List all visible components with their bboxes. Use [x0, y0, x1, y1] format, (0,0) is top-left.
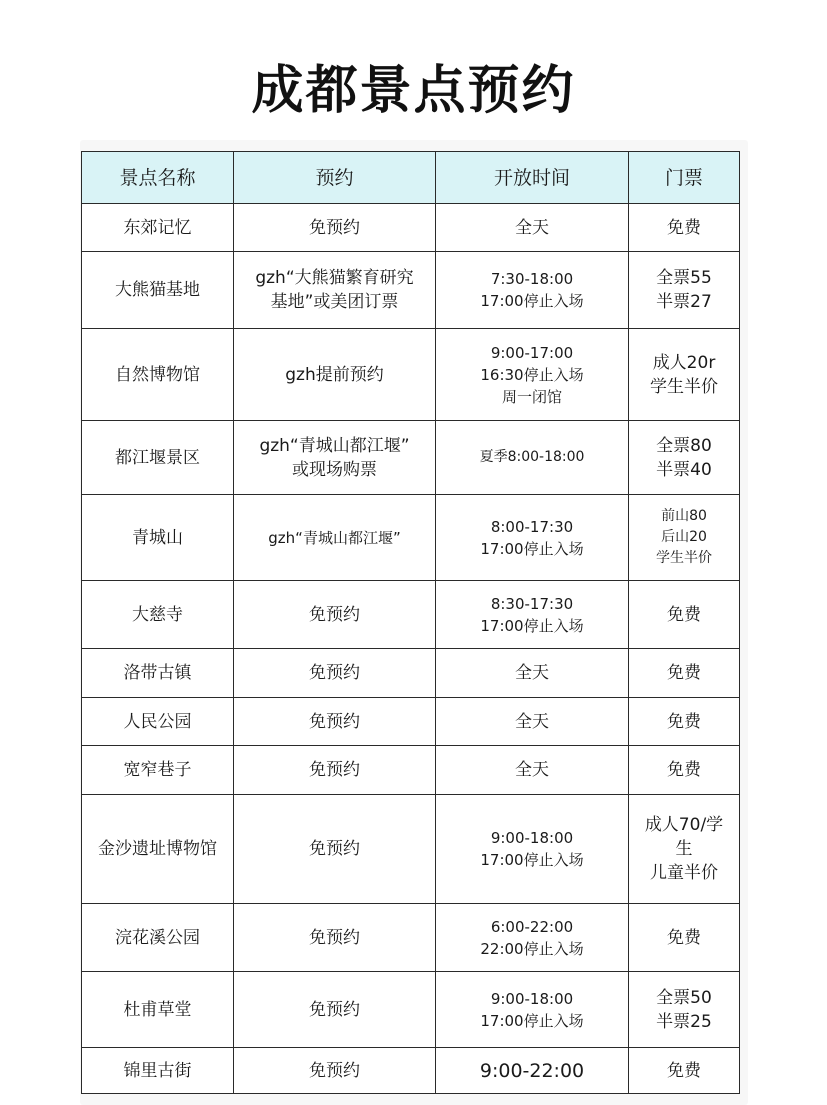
- cell-reservation: gzh提前预约: [234, 329, 436, 421]
- cell-name: 自然博物馆: [82, 329, 234, 421]
- cell-ticket: 免费: [629, 746, 740, 795]
- table-row: [82, 904, 740, 972]
- cell-hours: 夏季8:00-18:00: [436, 421, 629, 495]
- table-row: [82, 495, 740, 581]
- table-row: [82, 746, 740, 795]
- cell-hours: 9:00-22:00: [436, 1048, 629, 1094]
- cell-name: 洛带古镇: [82, 649, 234, 698]
- cell-hours: 9:00-18:00 17:00停止入场: [436, 972, 629, 1048]
- cell-hours: 7:30-18:00 17:00停止入场: [436, 252, 629, 329]
- table-row: [82, 329, 740, 421]
- cell-reservation: 免预约: [234, 746, 436, 795]
- cell-name: 浣花溪公园: [82, 904, 234, 972]
- table-row: [82, 649, 740, 698]
- cell-hours: 8:30-17:30 17:00停止入场: [436, 581, 629, 649]
- header-reservation: 预约: [234, 152, 436, 204]
- cell-name: 大慈寺: [82, 581, 234, 649]
- table-row: [82, 698, 740, 746]
- cell-name: 杜甫草堂: [82, 972, 234, 1048]
- cell-ticket: 成人70/学 生 儿童半价: [629, 795, 740, 904]
- cell-reservation: 免预约: [234, 1048, 436, 1094]
- cell-hours: 9:00-18:00 17:00停止入场: [436, 795, 629, 904]
- cell-name: 都江堰景区: [82, 421, 234, 495]
- cell-name: 青城山: [82, 495, 234, 581]
- cell-hours: 8:00-17:30 17:00停止入场: [436, 495, 629, 581]
- cell-reservation: gzh“青城山都江堰” 或现场购票: [234, 421, 436, 495]
- attractions-table: [81, 151, 740, 1094]
- cell-ticket: 免费: [629, 904, 740, 972]
- cell-reservation: 免预约: [234, 581, 436, 649]
- cell-reservation: 免预约: [234, 649, 436, 698]
- cell-ticket: 全票55 半票27: [629, 252, 740, 329]
- cell-reservation: gzh“青城山都江堰”: [234, 495, 436, 581]
- cell-ticket: 全票80 半票40: [629, 421, 740, 495]
- cell-ticket: 免费: [629, 649, 740, 698]
- cell-reservation: 免预约: [234, 204, 436, 252]
- table-row: [82, 972, 740, 1048]
- cell-hours: 全天: [436, 698, 629, 746]
- cell-ticket: 免费: [629, 1048, 740, 1094]
- cell-name: 金沙遗址博物馆: [82, 795, 234, 904]
- cell-reservation: gzh“大熊猫繁育研究 基地”或美团订票: [234, 252, 436, 329]
- cell-reservation: 免预约: [234, 904, 436, 972]
- cell-ticket: 前山80 后山20 学生半价: [629, 495, 740, 581]
- header-hours: 开放时间: [436, 152, 629, 204]
- header-ticket: 门票: [629, 152, 740, 204]
- cell-name: 宽窄巷子: [82, 746, 234, 795]
- header-row: [82, 152, 740, 204]
- cell-ticket: 全票50 半票25: [629, 972, 740, 1048]
- cell-hours: 6:00-22:00 22:00停止入场: [436, 904, 629, 972]
- cell-name: 锦里古街: [82, 1048, 234, 1094]
- table-row: [82, 204, 740, 252]
- table-row: [82, 795, 740, 904]
- cell-ticket: 免费: [629, 581, 740, 649]
- cell-name: 大熊猫基地: [82, 252, 234, 329]
- cell-ticket: 免费: [629, 698, 740, 746]
- cell-hours: 全天: [436, 746, 629, 795]
- cell-reservation: 免预约: [234, 698, 436, 746]
- cell-ticket: 成人20r 学生半价: [629, 329, 740, 421]
- header-name: 景点名称: [82, 152, 234, 204]
- cell-hours: 全天: [436, 204, 629, 252]
- table-row: [82, 252, 740, 329]
- cell-hours: 9:00-17:00 16:30停止入场 周一闭馆: [436, 329, 629, 421]
- table-row: [82, 421, 740, 495]
- page-title: 成都景点预约: [251, 61, 576, 121]
- cell-ticket: 免费: [629, 204, 740, 252]
- cell-name: 人民公园: [82, 698, 234, 746]
- table-row: [82, 581, 740, 649]
- cell-reservation: 免预约: [234, 795, 436, 904]
- cell-name: 东郊记忆: [82, 204, 234, 252]
- cell-reservation: 免预约: [234, 972, 436, 1048]
- cell-hours: 全天: [436, 649, 629, 698]
- table-row: [82, 1048, 740, 1094]
